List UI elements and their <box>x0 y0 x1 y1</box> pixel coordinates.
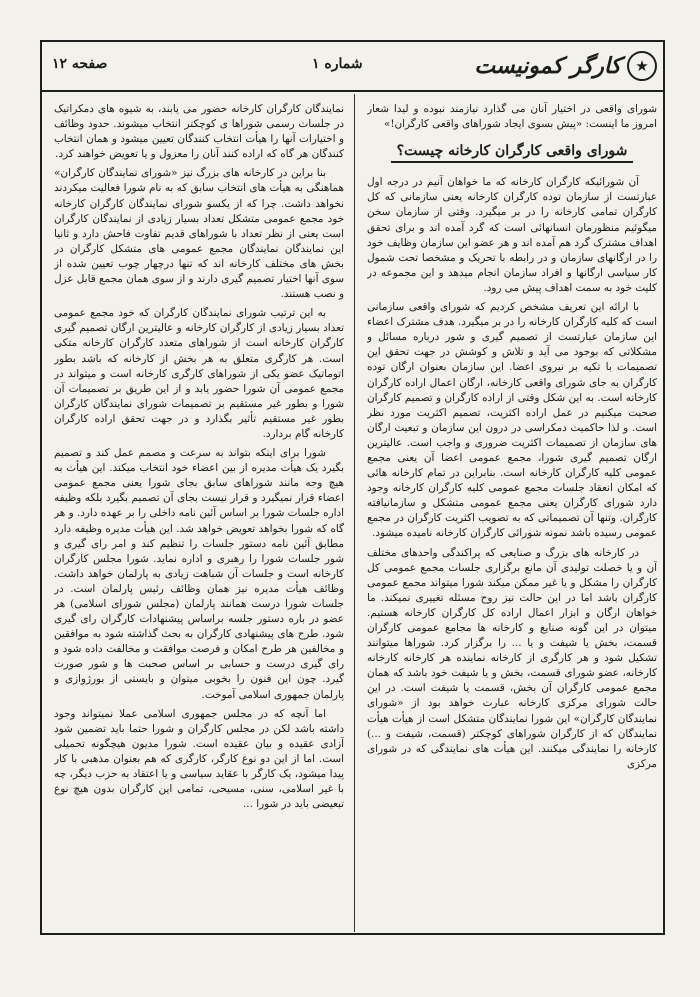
paragraph: نمایندگان کارگران کارخانه حضور می یابند، به شیوه های دمکراتیک در جلسات رسمی شوراها ی کوچکتر انتخاب میشوند. حدود وظائف و اختیارات آنها را هیأت انتخاب کنندگان تعیین میشود و همان انتخاب کنندگان هر گاه که اراده کنند آنان را معزول و یا تعویض خواهند کرد. <box>54 103 344 161</box>
issue-number: شماره ۱ <box>312 56 363 72</box>
column-divider <box>354 94 355 932</box>
star-hammer-emblem-icon: ★ <box>627 51 657 81</box>
page-number: صفحه ۱۲ <box>52 56 108 72</box>
newspaper-page <box>40 40 665 935</box>
right-column <box>367 102 657 928</box>
left-column <box>54 102 344 928</box>
paragraph: در کارخانه های بزرگ و صنایعی که پراکندگی واحدهای مختلف آن و یا خصلت تولیدی آن مانع برگزاری جلسات مجمع عمومی کل کارگران را مشکل و یا غیر ممکن میکند شورا میتواند مجمع عمومی کارگران باشد اما در این حالت نیز روح مسئله تغییری نمیکند. ما خواهان ارگان و ابزار اعمال اراده کل کارگران کارخانه هستیم. میتوان در این گونه صنایع و کارخانه ها مجامع عمومی کارگران قسمت، بخش یا شیفت و یا ... را برگزار کرد. شوراها میتوانند تشکیل شود و هر کارگری از کارخانه نماینده هر کارخانه کارخانه کارخانه، عضو شورای قسمت، بخش و یا شیفت خود باشد که همان مجمع عمومی کارگران آن بخش، قسمت یا شیفت است. در این حالت شورای مرکزی کارخانه عبارت خواهد بود از «شورای نمایندگان کارگران» این شورا نمایندگان متشکل است از هیأت هیأت نمایندگان که از کارگران شوراهای کوچکتر (قسمت، شیفت و ...) کارخانه را نمایندگی میکنند. این هیأت های نمایندگی که در شورای مرکزی <box>367 546 657 770</box>
masthead <box>42 42 663 92</box>
newspaper-name: کارگر کمونیست <box>474 53 621 79</box>
intro-paragraph: شورای واقعی در اختیار آنان می گذارد نیازمند نبوده و لیدا شعار امروز ما اینست: «پیش بسوی ایجاد شوراهای واقعی کارگران!» <box>367 103 657 131</box>
article-heading <box>367 142 657 163</box>
paragraph: با ارائه این تعریف مشخص کردیم که شورای واقعی سازمانی است که کلیه کارگران کارخانه را در بر میگیرد. هدف مشترک اعضاء این سازمان عبارتست از تصمیم گیری و شور درباره مسائل و مشکلاتی که بوجود می آید و تلاش و کوشش در جهت تحقق این تصمیمات با تکیه بر نیروی اعضا. این سازمان بعنوان ارگان توده کارگران به جای شورای واقعی کارخانه، ارگان اعمال اراده کارگران کارخانه است. به این شکل وقتی از اراده کارگران و تصمیم کارگران صحبت میکنیم در عمل اراده اکثریت، تصمیم اکثریت مورد نظر است. و لذا حاکمیت دمکراسی در درون این سازمان و تبعیت ارگان های سازمان از تصمیمات اکثریت ضروری و واجب است. عالیترین ارگان تصمیم گیری شورا، مجمع عمومی اعضا آن یعنی مجمع عمومی کلیه کارگران کارخانه است. بنابراین در تمام کارخانه هائی که امکان انعقاد جلسات مجمع عمومی کلیه کارگران کارخانه وجود دارد شورای کارگران یعنی مجمع عمومی متشکل و سازمانیافته کارگران. وتنها آن تصمیماتی که به تصویب اکثریت کارگران در مجمع عمومی رسیده باشد نمونه شورائی کارگران کارخانه نامیده میشود. <box>367 301 657 540</box>
paragraph: شورا برای اینکه بتواند به سرعت و مصمم عمل کند و تصمیم بگیرد یک هیأت مدیره از بین اعضاء خود انتخاب میکند. این هیأت به هیچ وجه مانند شوراهای سابق بجای شورا یعنی مجمع عمومی اعضاء قرار نمیگیرد و قرار نیست بجای آن تصمیم بگیرد بلکه وظیفه اداره جلسات شورا بر اساس آئین نامه داخلی را بر عهده دارد. و هر گاه که شورا بخواهد تعویض خواهد شد. این هیأت مدیره وظیفه دارد مطابق آئین نامه دستور جلسات را تنظیم کند و امر رای گیری و شور جلسات شورا را رهبری و اداره نماید. شورا مجلس کارگران کارخانه است و جلسات آن شباهت زیادی به پارلمان خواهد داشت. وظائف هیأت مدیره نیز همان وظائف رئیس پارلمان است. در جلسات شورا درست همانند پارلمان (مجلس شورای اسلامی) هر عضو در باره دستور جلسه براساس پیشنهادات کارگران رای گیری شود. طرح های پیشنهادی کارگران به بحث گذاشته شود به موافقین و مخالفین هر طرح امکان و فرصت موافقت و مخالفت داده شود و رای گیری درست و حسابی بر اساس صحبت ها و شور صورت گیرد. چون این فنون را بخوبی میتوان و بایستی از بورژوازی و پارلمان جمهوری اسلامی آموخت. <box>54 447 344 701</box>
paragraph: آن شورائیکه کارگران کارخانه که ما خواهان آنیم در درجه اول عبارتست از سازمان توده کارگران کارخانه یعنی سازمانی که کل کارگران تمامی کارخانه را در بر میگیرد. وقتی از سازمان سخن میگوئیم منظورمان انسانهائی است که گرد آمده اند و برای تحقق اهداف مشترک گرد هم آمده اند و هر عضو این سازمان وظایف خود را در ارگانهای سازمان و در رابطه با تحریک و مشخصا تحت شمول کار سیاسی ارگانها و افراد سازمان انجام میدهد و این مجموعه در کلیت خود به سمت اهداف پیش می رود. <box>367 176 657 294</box>
newspaper-logo <box>474 46 657 86</box>
paragraph: بنا براین در کارخانه های بزرگ نیز «شورای نمایندگان کارگران» هماهنگی به هیأت های انتخاب سابق که به نام شورا فعالیت میکردند نخواهد داشت. چرا که از یکسو شورای نمایندگان کارگران کارخانه خود مجمع عمومی متشکل تعداد بسیار زیادی از نمایندگان کارگران است یعنی از نظر تعداد با شوراهای قدیم تفاوت فاحش دارد و ثانیا این نمایندگان نمایندگان مجمع عمومی های متشکل کارگران در بخش های مختلف کارخانه اند که تنها درچهار چوب تعیین شده از سوی آنها اختیار تصمیم گیری دارند و از سوی همان مجمع قابل عزل و نصب هستند. <box>54 167 344 301</box>
paragraph: اما آنچه که در مجلس جمهوری اسلامی عملا نمیتواند وجود داشته باشد لکن در مجلس کارگران و شورا حتما باید تضمین شود آزادی عقیده و بیان عقیده است. شورا مدیون هیچگونه تحمیلی است. اما از این دو نوع کارگر، کارگری که هم بعنوان مذهبی با کار پیدا میشود، یک کارگر با عقاید سیاسی و یا اعتقاد به حزب دیگر، چه با غیر اسلامی، سنی، مسیحی، تمامی این کارگران بدون هیچ نوع تبعیضی باید در شورا ... <box>54 707 344 811</box>
paragraph: به این ترتیب شورای نمایندگان کارگران که خود مجمع عمومی تعداد بسیار زیادی از کارگران کارخانه و عالیترین ارگان تصمیم گیری کارگران کارخانه است از شوراهای متعدد کارگران کارخانه متکی است. هر کارگری متعلق به هر بخش از کارخانه که باشد بطور اتوماتیک عضو یکی از شوراهای کارگری کارخانه است و میتواند در مجمع عمومی آن شورا حضور یابد و از این طریق بر تصمیمات آن شورا و بطور غیر مستقیم بر تصمیمات شورای نمایندگان کارگران بطور غیر مستقیم تأثیر بگذارد و در جهت تحقق اراده کارگران کارخانه گام بردارد. <box>54 307 344 440</box>
article-heading-text: شورای واقعی کارگران کارخانه چیست؟ <box>391 142 634 163</box>
